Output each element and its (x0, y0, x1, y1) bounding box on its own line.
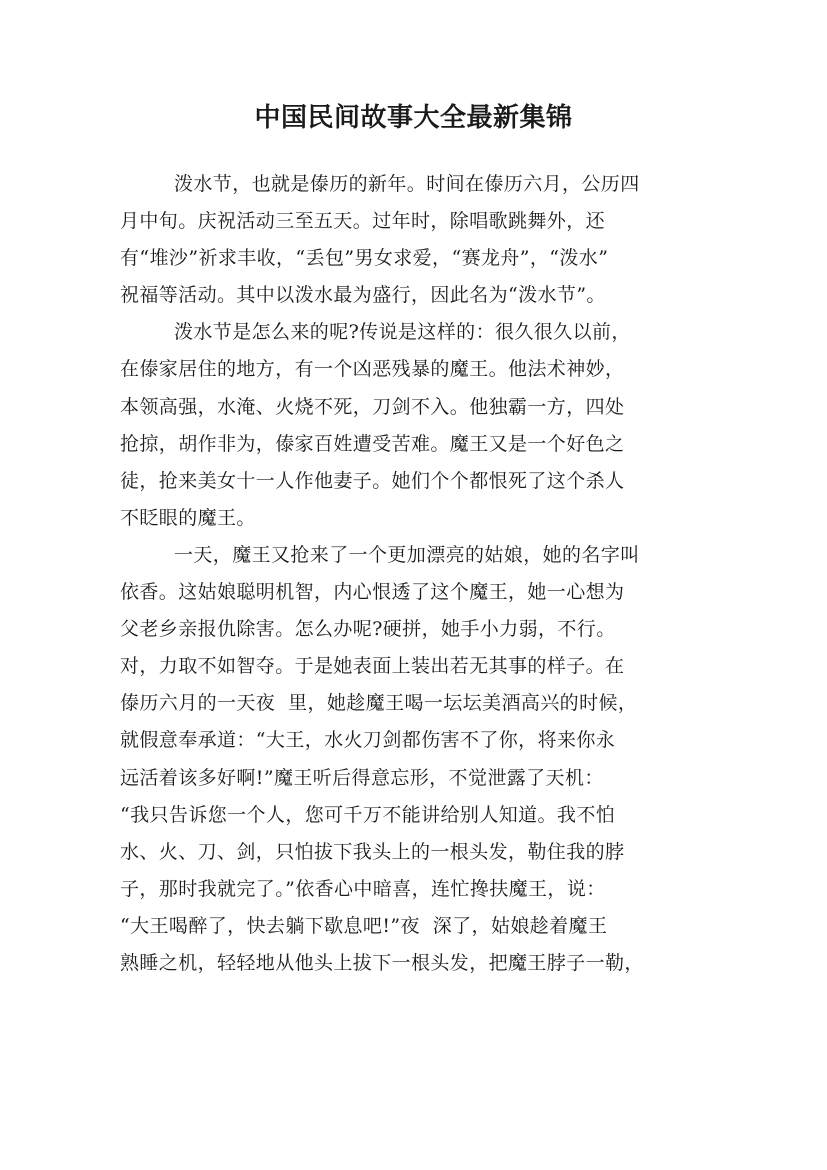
text-line: “我只告诉您一个人，您可千万不能讲给别人知道。我不怕 (120, 803, 616, 826)
text-line: 徒，抢来美女十一人作他妻子。她们个个都恨死了这个杀人 (120, 469, 625, 492)
text-line: 子，那时我就完了。”依香心中暗喜，连忙搀扶魔王，说： (120, 877, 606, 900)
text-line: 本领高强，水淹、火烧不死，刀剑不入。他独霸一方，四处 (120, 395, 625, 418)
text-line: 父老乡亲报仇除害。怎么办呢?硬拼，她手小力弱，不行。 (120, 618, 616, 641)
text-line: 水、火、刀、剑，只怕拔下我头上的一根头发，勒住我的脖 (120, 840, 625, 863)
text-line: 对，力取不如智夺。于是她表面上装出若无其事的样子。在 (120, 655, 625, 678)
text-line: 不眨眼的魔王。 (120, 506, 256, 529)
text-line: 抢掠，胡作非为，傣家百姓遭受苦难。魔王又是一个好色之 (120, 432, 625, 455)
text-line: 一天，魔王又抢来了一个更加漂亮的姑娘，她的名字叫 (174, 543, 640, 566)
text-line: 远活着该多好啊!”魔王听后得意忘形，不觉泄露了天机： (120, 766, 604, 789)
text-line: 泼水节是怎么来的呢?传说是这样的：很久很久以前， (174, 321, 631, 344)
document-body (120, 166, 720, 982)
text-line: 有“堆沙”祈求丰收，“丢包”男女求爱，“赛龙舟”，“泼水” (120, 247, 609, 270)
text-line: “大王喝醉了，快去躺下歇息吧!”夜 深了，姑娘趁着魔王 (120, 914, 608, 937)
text-line: 傣历六月的一天夜 里，她趁魔王喝一坛坛美酒高兴的时候， (120, 692, 638, 715)
text-line: 在傣家居住的地方，有一个凶恶残暴的魔王。他法术神妙， (120, 358, 625, 381)
text-line: 熟睡之机，轻轻地从他头上拔下一根头发，把魔王脖子一勒， (120, 951, 644, 974)
text-line: 依香。这姑娘聪明机智，内心恨透了这个魔王，她一心想为 (120, 581, 625, 604)
text-line: 就假意奉承道：“大王，水火刀剑都伤害不了你，将来你永 (120, 729, 616, 752)
document-title: 中国民间故事大全最新集锦 (254, 103, 573, 133)
text-line: 祝福等活动。其中以泼水最为盛行，因此名为“泼水节”。 (120, 284, 606, 307)
text-line: 泼水节，也就是傣历的新年。时间在傣历六月，公历四 (174, 173, 640, 195)
text-line: 月中旬。庆祝活动三至五天。过年时，除唱歌跳舞外，还 (120, 210, 606, 233)
